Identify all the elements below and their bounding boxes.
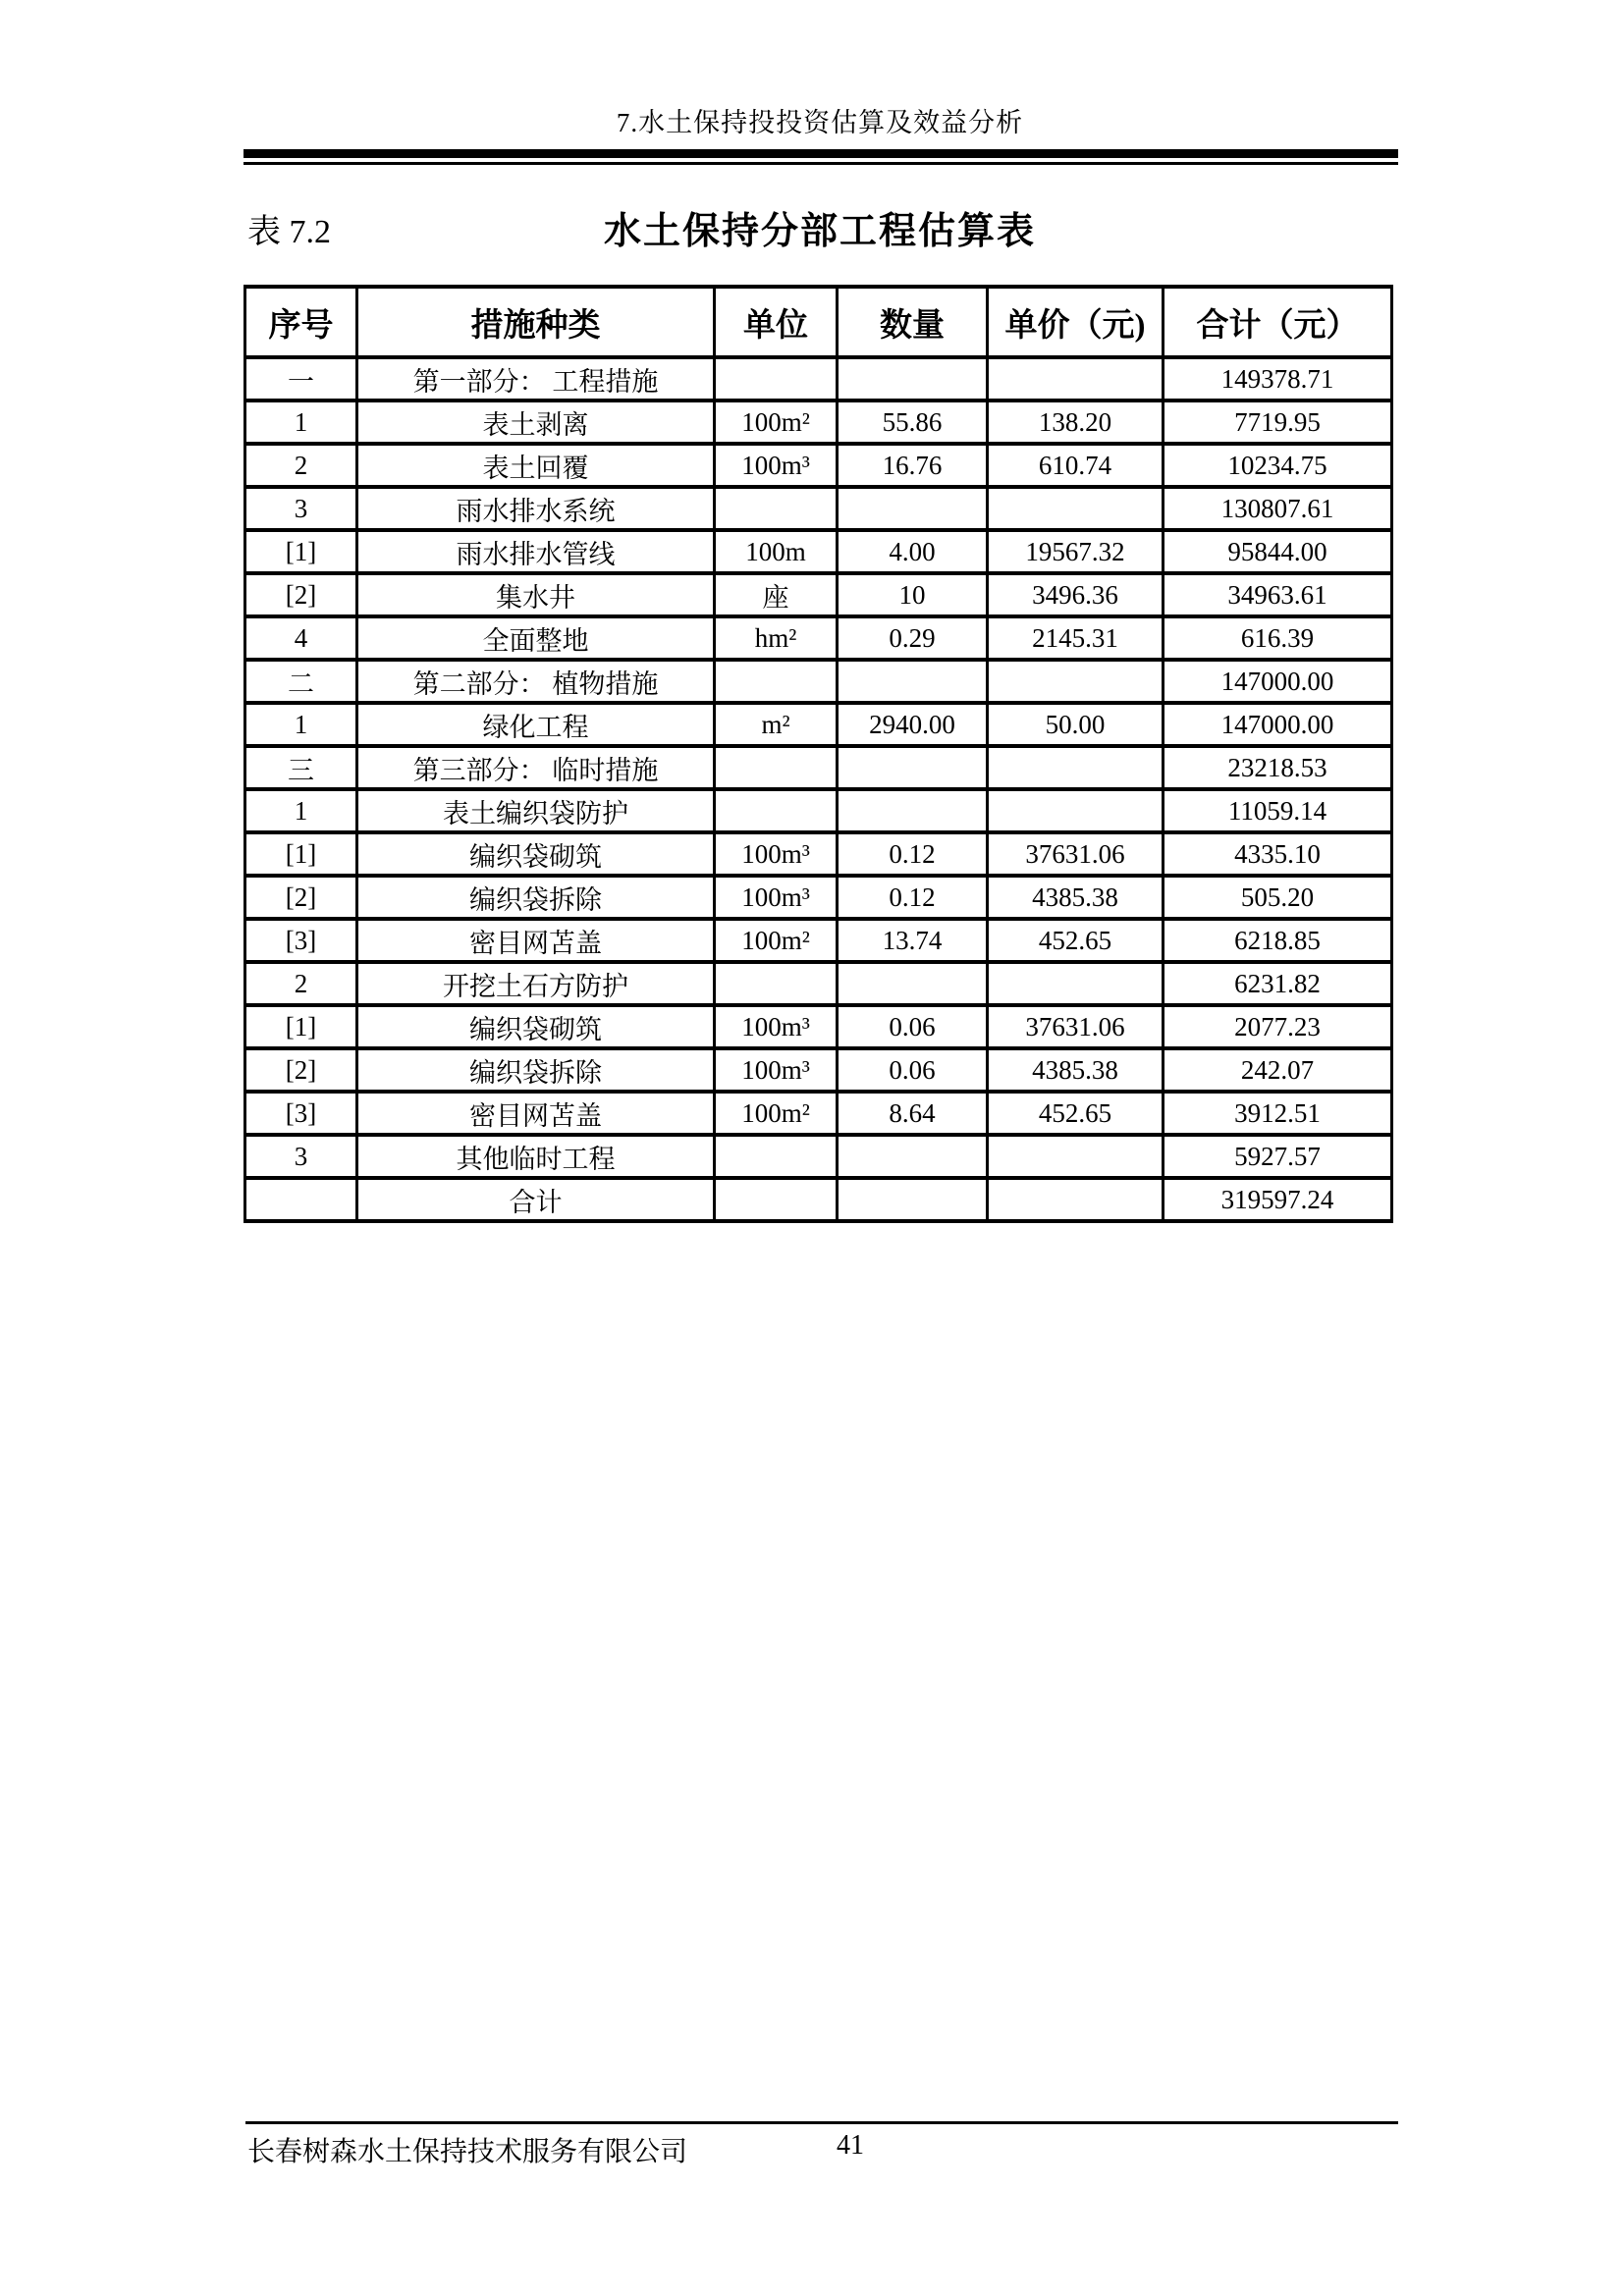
table-row [245,1048,1392,1092]
table-cell [838,1178,988,1221]
table-cell [988,357,1164,400]
table-cell: [3] [245,1092,357,1135]
table-cell: 100m³ [715,832,838,876]
table-cell: [1] [245,530,357,573]
table-cell: 表土编织袋防护 [357,789,715,832]
table-number-label: 表 7.2 [247,214,331,250]
table-cell: 1 [245,789,357,832]
table-row [245,444,1392,487]
column-header: 单位 [715,287,838,357]
table-caption-row [245,199,1394,252]
table-cell: 2077.23 [1164,1005,1392,1048]
table-cell: 0.06 [838,1005,988,1048]
table-cell: 130807.61 [1164,487,1392,530]
table-cell: 6231.82 [1164,962,1392,1005]
table-cell: 4 [245,616,357,660]
table-cell: 242.07 [1164,1048,1392,1092]
table-cell: 37631.06 [988,832,1164,876]
table-cell: 雨水排水管线 [357,530,715,573]
table-row [245,400,1392,444]
table-cell [988,746,1164,789]
table-cell: 37631.06 [988,1005,1164,1048]
table-cell: 全面整地 [357,616,715,660]
table-cell [715,1135,838,1178]
table-row [245,487,1392,530]
table-cell [715,487,838,530]
table-cell: 34963.61 [1164,573,1392,616]
table-row [245,703,1392,746]
table-cell: [2] [245,876,357,919]
table-cell: 7719.95 [1164,400,1392,444]
table-cell: [3] [245,919,357,962]
table-cell: 16.76 [838,444,988,487]
table-row [245,1092,1392,1135]
table-cell: 第一部分： 工程措施 [357,357,715,400]
table-cell: 第二部分： 植物措施 [357,660,715,703]
table-cell: 610.74 [988,444,1164,487]
table-header-row [245,287,1392,357]
header-rule-thin [244,162,1398,165]
table-cell: 座 [715,573,838,616]
table-cell [988,1178,1164,1221]
table-cell: 452.65 [988,919,1164,962]
table-cell: 100m² [715,1092,838,1135]
table-cell [715,357,838,400]
table-cell: 0.29 [838,616,988,660]
table-cell: 4385.38 [988,1048,1164,1092]
table-cell: [2] [245,573,357,616]
page-number: 41 [837,2130,864,2161]
table-row [245,573,1392,616]
column-header: 序号 [245,287,357,357]
table-cell: 密目网苫盖 [357,919,715,962]
table-cell: 2 [245,444,357,487]
table-cell: 3 [245,1135,357,1178]
table-cell: 2 [245,962,357,1005]
table-cell: 147000.00 [1164,660,1392,703]
table-cell: 19567.32 [988,530,1164,573]
table-cell [715,1178,838,1221]
footer-company-name: 长春树森水土保持技术服务有限公司 [247,2137,688,2167]
table-cell [838,962,988,1005]
table-cell: 100m² [715,919,838,962]
column-header: 合计（元） [1164,287,1392,357]
table-cell: 2145.31 [988,616,1164,660]
table-cell: 表土剥离 [357,400,715,444]
table-cell: 其他临时工程 [357,1135,715,1178]
table-cell [838,357,988,400]
table-row [245,919,1392,962]
table-cell [988,962,1164,1005]
estimate-table [244,285,1393,1223]
table-cell: m² [715,703,838,746]
table-cell: 100m³ [715,1005,838,1048]
table-cell [838,660,988,703]
column-header: 措施种类 [357,287,715,357]
table-cell: 雨水排水系统 [357,487,715,530]
table-cell [838,789,988,832]
table-row [245,660,1392,703]
table-cell [838,487,988,530]
table-cell: 编织袋砌筑 [357,1005,715,1048]
table-cell: 149378.71 [1164,357,1392,400]
table-cell [715,789,838,832]
table-cell: 二 [245,660,357,703]
table-cell: 13.74 [838,919,988,962]
footer-rule [245,2121,1398,2124]
table-row [245,876,1392,919]
table-cell: 0.06 [838,1048,988,1092]
table-cell: 100m³ [715,876,838,919]
table-cell: 95844.00 [1164,530,1392,573]
table-cell: 表土回覆 [357,444,715,487]
table-cell: 100m² [715,400,838,444]
table-cell: 1 [245,703,357,746]
table-cell: 100m³ [715,1048,838,1092]
page-footer [245,2130,1394,2169]
table-cell [838,1135,988,1178]
table-cell [715,962,838,1005]
table-cell: hm² [715,616,838,660]
table-cell: [2] [245,1048,357,1092]
table-cell: 开挖土石方防护 [357,962,715,1005]
table-cell: 一 [245,357,357,400]
table-row [245,832,1392,876]
table-cell: 505.20 [1164,876,1392,919]
table-cell: [1] [245,1005,357,1048]
table-cell: 6218.85 [1164,919,1392,962]
table-cell [838,746,988,789]
table-cell: 4.00 [838,530,988,573]
table-cell: 50.00 [988,703,1164,746]
table-row [245,357,1392,400]
table-cell: 编织袋拆除 [357,1048,715,1092]
table-cell: 616.39 [1164,616,1392,660]
table-cell [715,746,838,789]
table-cell: 1 [245,400,357,444]
table-cell: 编织袋拆除 [357,876,715,919]
table-title: 水土保持分部工程估算表 [603,211,1036,252]
table-cell: 8.64 [838,1092,988,1135]
table-cell [988,1135,1164,1178]
page-header-title: 7.水土保持投投资估算及效益分析 [616,108,1024,137]
table-cell: 4385.38 [988,876,1164,919]
table-cell: 23218.53 [1164,746,1392,789]
table-cell: 138.20 [988,400,1164,444]
table-row [245,616,1392,660]
table-row [245,1178,1392,1221]
table-cell: [1] [245,832,357,876]
table-cell: 100m³ [715,444,838,487]
table-cell: 第三部分： 临时措施 [357,746,715,789]
table-cell [715,660,838,703]
table-cell: 2940.00 [838,703,988,746]
table-row [245,962,1392,1005]
table-row [245,1135,1392,1178]
column-header: 数量 [838,287,988,357]
table-cell: 3912.51 [1164,1092,1392,1135]
table-cell: 5927.57 [1164,1135,1392,1178]
table-cell: 3 [245,487,357,530]
table-cell: 11059.14 [1164,789,1392,832]
table-cell [245,1178,357,1221]
table-cell: 0.12 [838,876,988,919]
table-cell [988,660,1164,703]
table-cell: 三 [245,746,357,789]
table-cell: 147000.00 [1164,703,1392,746]
table-cell: 452.65 [988,1092,1164,1135]
column-header: 单价（元) [988,287,1164,357]
table-cell: 319597.24 [1164,1178,1392,1221]
table-cell [988,487,1164,530]
table-cell: 4335.10 [1164,832,1392,876]
header-rule-thick [244,149,1398,158]
table-cell: 10 [838,573,988,616]
table-cell: 合计 [357,1178,715,1221]
table-cell: 密目网苫盖 [357,1092,715,1135]
table-row [245,789,1392,832]
table-cell: 编织袋砌筑 [357,832,715,876]
table-cell: 0.12 [838,832,988,876]
table-row [245,746,1392,789]
table-cell [988,789,1164,832]
table-cell: 绿化工程 [357,703,715,746]
table-row [245,530,1392,573]
table-row [245,1005,1392,1048]
table-cell: 10234.75 [1164,444,1392,487]
table-cell: 集水井 [357,573,715,616]
table-cell: 100m [715,530,838,573]
table-cell: 3496.36 [988,573,1164,616]
table-cell: 55.86 [838,400,988,444]
